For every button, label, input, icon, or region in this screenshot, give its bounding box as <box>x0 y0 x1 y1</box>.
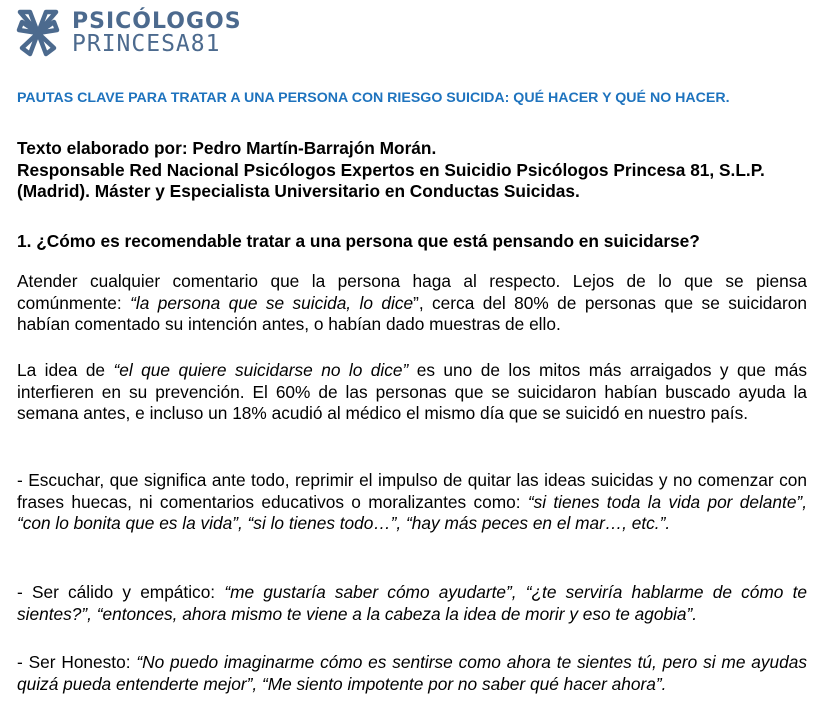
paragraph-text: - Escuchar, que significa ante todo, reprimir el impulso de quitar las ideas suicidas y no comenzar con frases huecas, ni comentarios educativos o moralizantes como: <box>17 470 807 512</box>
paragraph-1 <box>17 271 807 336</box>
document-title: PAUTAS CLAVE PARA TRATAR A UNA PERSONA CON RIESGO SUICIDA: QUÉ HACER Y QUÉ NO HACER. <box>17 90 730 106</box>
paragraph-3 <box>17 470 807 535</box>
author-name: Texto elaborado por: Pedro Martín-Barrajón Morán. <box>17 138 437 158</box>
author-block <box>17 138 827 203</box>
paragraph-quote: “la persona que se suicida, lo dice <box>130 292 414 313</box>
logo-line2: PRINCESA81 <box>72 31 221 57</box>
logo <box>16 8 242 58</box>
paragraph-5 <box>17 652 807 695</box>
logo-line1: PSICÓLOGOS <box>72 9 242 34</box>
paragraph-text: ”, cerca del 80% de personas que se suicidaron habían comentado su intención antes, o habían dado muestras de ello. <box>17 292 807 335</box>
paragraph-text: La idea de <box>17 360 114 380</box>
author-credentials: Responsable Red Nacional Psicólogos Expertos en Suicidio Psicólogos Princesa 81, S.L.P. (Madrid). Máster y Especialista Universitario en Conductas Suicidas. <box>17 159 765 201</box>
paragraph-quote: “No puedo imaginarme cómo es sentirse como ahora te sientes tú, pero si me ayudas quizá pueda entenderte mejor”, “Me siento impotente por no saber qué hacer ahora”. <box>17 652 808 694</box>
paragraph-quote: “me gustaría saber cómo ayudarte”, “¿te serviría hablarme de cómo te sientes?”, “entonces, ahora mismo te viene a la cabeza la idea de morir y eso te agobia”. <box>17 582 808 624</box>
paragraph-text: es uno de los mitos más arraigados y que más interfieren en su prevención. El 60% de las personas que se suicidaron habían buscado ayuda la semana antes, e incluso un 18% acudió al médico el mismo día que se suicidó en nuestro país. <box>17 360 807 424</box>
paragraph-text: Atender cualquier comentario que la persona haga al respecto. Lejos de lo que se piensa comúnmente: <box>17 271 807 313</box>
paragraph-2 <box>17 360 807 425</box>
paragraph-quote: “el que quiere suicidarse no lo dice” <box>113 360 409 380</box>
paragraph-4 <box>17 582 807 625</box>
section-title: 1. ¿Cómo es recomendable tratar a una persona que está pensando en suicidarse? <box>17 231 700 251</box>
paragraph-quote: “si tienes toda la vida por delante”, “con lo bonita que es la vida”, “si lo tienes todo…”, “hay más peces en el mar…, etc.”. <box>17 491 807 534</box>
logo-text <box>72 11 242 55</box>
paragraph-text: - Ser Honesto: <box>17 652 137 672</box>
paragraph-text: - Ser cálido y empático: <box>17 582 225 602</box>
butterfly-icon <box>16 8 60 58</box>
